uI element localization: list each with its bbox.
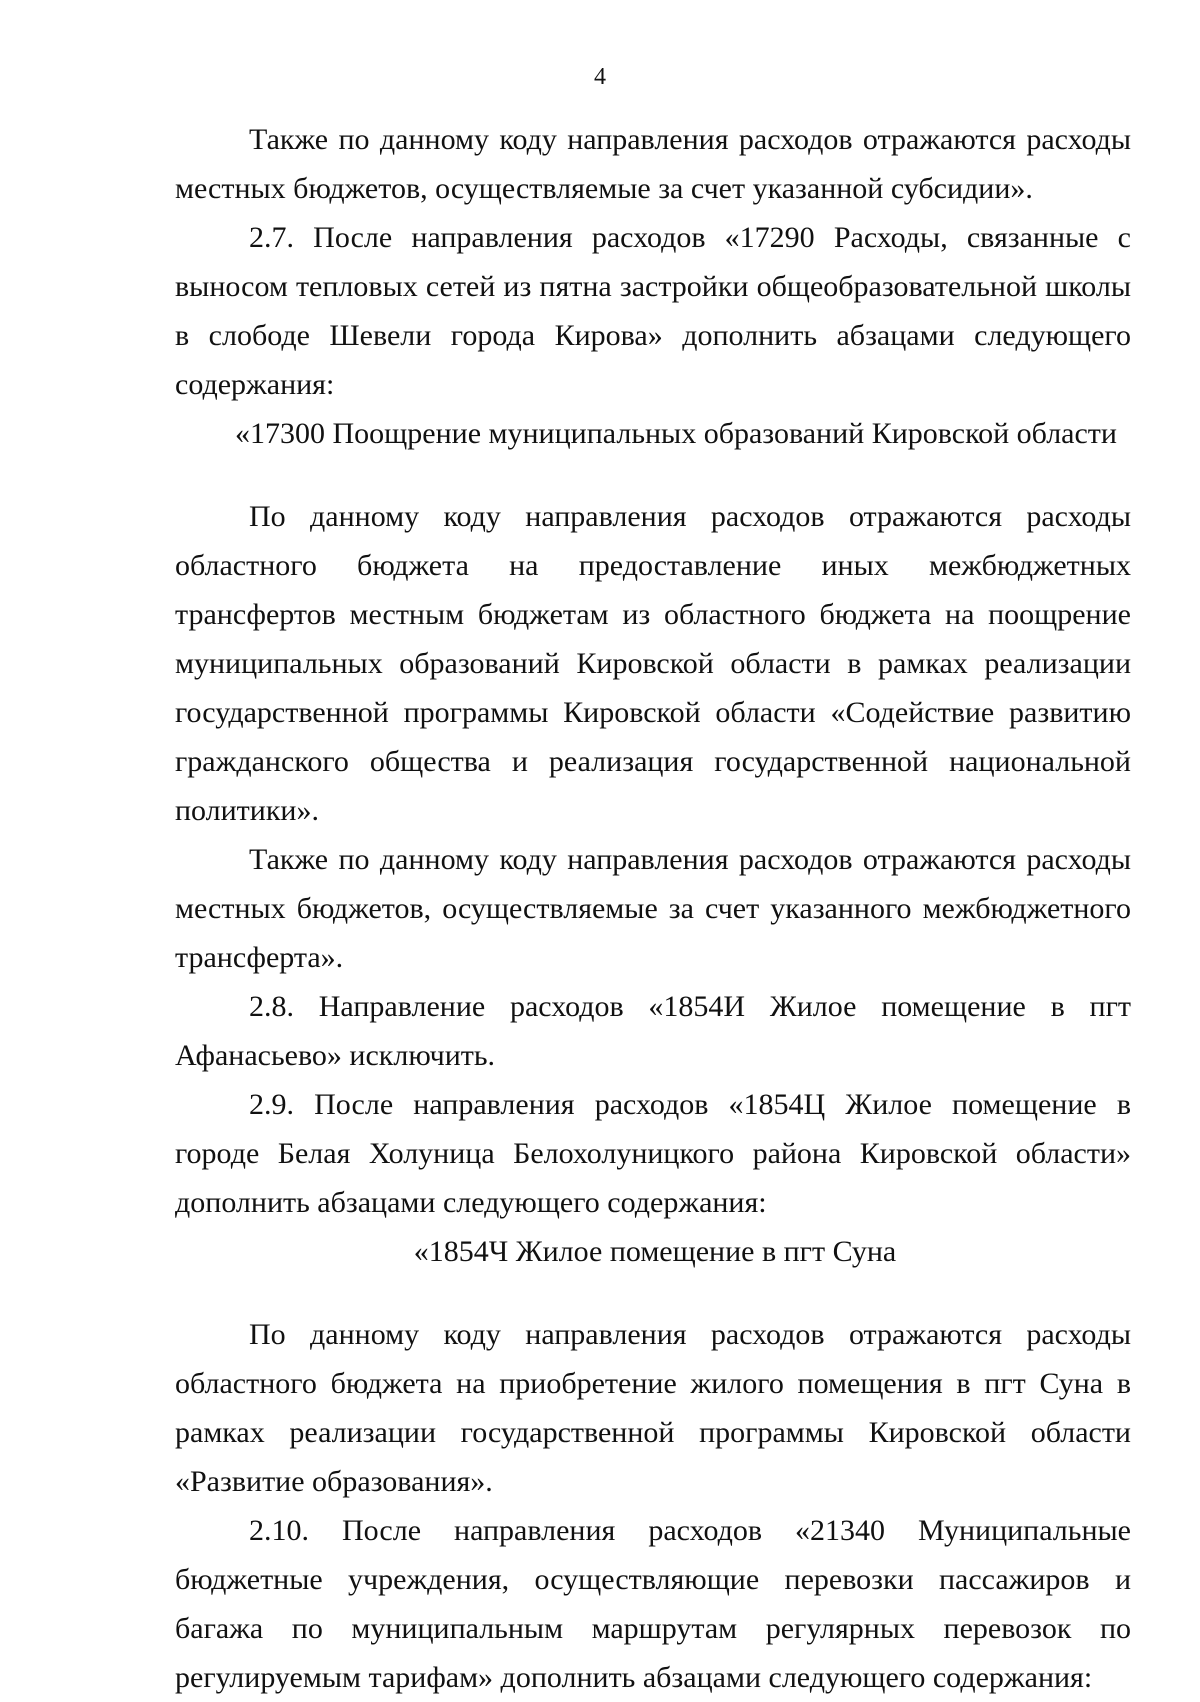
document-body (175, 115, 1131, 1702)
code-heading-17300: «17300 Поощрение муниципальных образований Кировской области (235, 417, 1117, 450)
paragraph-subsidy-expenses: Также по данному коду направления расходов отражаются расходы местных бюджетов, осуществляемые за счет указанной субсидии». (175, 123, 1131, 205)
blank-line (175, 458, 1131, 492)
code-heading-1854ch: «1854Ч Жилое помещение в пгт Суна (413, 1235, 897, 1268)
paragraph-17300-description: По данному коду направления расходов отражаются расходы областного бюджета на предоставление иных межбюджетных трансфертов местным бюджетам из областного бюджета на поощрение муниципальных образований Кировской области в рамках реализации государственной программы Кировской области «Содействие развитию гражданского общества и реализация государственной национальной политики». (175, 500, 1131, 827)
page-number: 4 (594, 64, 606, 90)
blank-line (175, 1276, 1131, 1310)
paragraph-2-8: 2.8. Направление расходов «1854И Жилое помещение в пгт Афанасьево» исключить. (175, 990, 1131, 1072)
paragraph-1854ch-description: По данному коду направления расходов отражаются расходы областного бюджета на приобретение жилого помещения в пгт Суна в рамках реализации государственной программы Кировской области «Развитие образования». (175, 1318, 1131, 1498)
paragraph-2-7: 2.7. После направления расходов «17290 Расходы, связанные с выносом тепловых сетей из пятна застройки общеобразовательной школы в слободе Шевели города Кирова» дополнить абзацами следующего содержания: (175, 221, 1131, 401)
paragraph-17300-local-budgets: Также по данному коду направления расходов отражаются расходы местных бюджетов, осуществляемые за счет указанного межбюджетного трансферта». (175, 843, 1131, 974)
paragraph-2-9: 2.9. После направления расходов «1854Ц Жилое помещение в городе Белая Холуница Белохолуницкого района Кировской области» дополнить абзацами следующего содержания: (175, 1088, 1131, 1219)
paragraph-2-10: 2.10. После направления расходов «21340 Муниципальные бюджетные учреждения, осуществляющие перевозки пассажиров и багажа по муниципальным маршрутам регулярных перевозок по регулируемым тарифам» дополнить абзацами следующего содержания: (175, 1514, 1131, 1694)
